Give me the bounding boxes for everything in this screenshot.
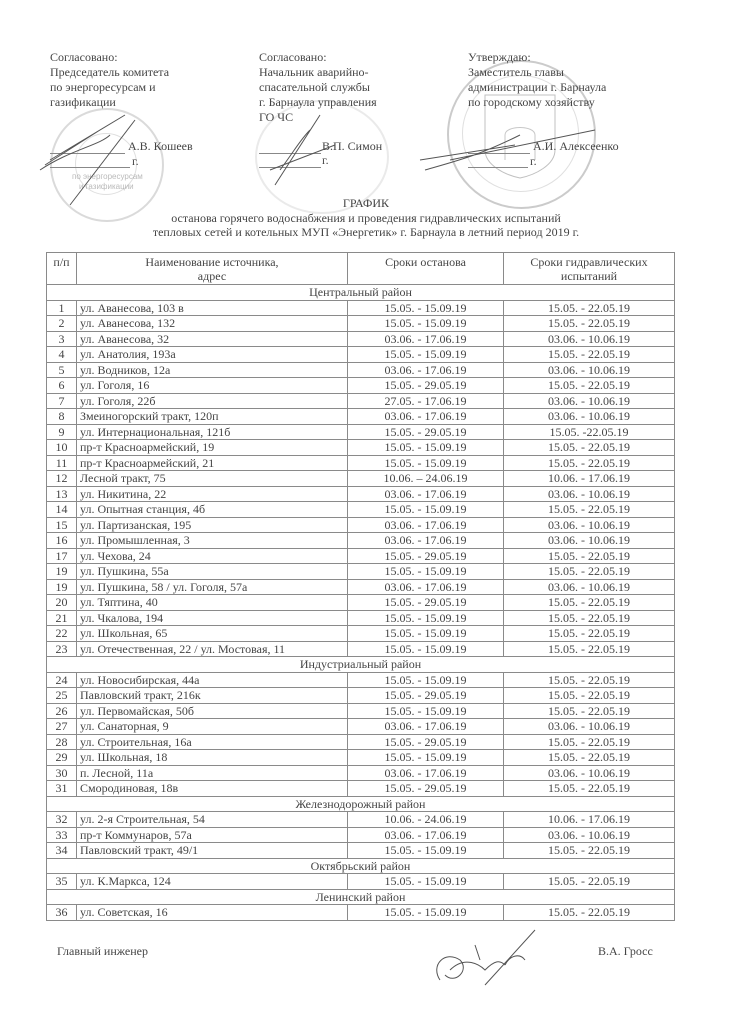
table-row	[47, 719, 675, 735]
approval-year: г.	[132, 154, 139, 168]
table-row	[47, 579, 675, 595]
row-test-period: 03.06. - 10.06.19	[504, 533, 675, 549]
approval-position: по городскому хозяйству	[468, 95, 595, 109]
row-number: 12	[47, 471, 77, 487]
row-test-period: 15.05. - 22.05.19	[504, 502, 675, 518]
approval-signer: А.В. Кошеев	[128, 139, 193, 153]
row-number: 15	[47, 517, 77, 533]
row-address: ул. Новосибирская, 44а	[77, 672, 348, 688]
row-shutdown-period: 15.05. - 29.05.19	[348, 688, 504, 704]
row-shutdown-period: 15.05. - 15.09.19	[348, 455, 504, 471]
table-row	[47, 672, 675, 688]
row-test-period: 15.05. - 22.05.19	[504, 626, 675, 642]
row-test-period: 15.05. - 22.05.19	[504, 316, 675, 332]
row-shutdown-period: 03.06. - 17.06.19	[348, 533, 504, 549]
table-row	[47, 393, 675, 409]
row-address: ул. Аванесова, 132	[77, 316, 348, 332]
row-shutdown-period: 03.06. - 17.06.19	[348, 579, 504, 595]
row-test-period: 15.05. - 22.05.19	[504, 378, 675, 394]
row-number: 29	[47, 750, 77, 766]
row-number: 26	[47, 703, 77, 719]
row-shutdown-period: 15.05. - 29.05.19	[348, 595, 504, 611]
row-shutdown-period: 03.06. - 17.06.19	[348, 765, 504, 781]
row-address: ул. Гоголя, 22б	[77, 393, 348, 409]
row-test-period: 03.06. - 10.06.19	[504, 331, 675, 347]
row-test-period: 15.05. - 22.05.19	[504, 905, 675, 921]
table-row	[47, 300, 675, 316]
row-test-period: 15.05. - 22.05.19	[504, 564, 675, 580]
row-address: ул. Тяптина, 40	[77, 595, 348, 611]
district-name: Центральный район	[47, 285, 675, 301]
row-address: ул. Аванесова, 103 в	[77, 300, 348, 316]
row-address: ул. Первомайская, 50б	[77, 703, 348, 719]
document-title: ГРАФИК	[342, 196, 390, 210]
row-number: 27	[47, 719, 77, 735]
row-shutdown-period: 15.05. - 15.09.19	[348, 750, 504, 766]
row-test-period: 15.05. - 22.05.19	[504, 750, 675, 766]
row-shutdown-period: 15.05. - 15.09.19	[348, 347, 504, 363]
schedule-table-body	[47, 285, 675, 921]
row-address: ул. Строительная, 16а	[77, 734, 348, 750]
table-row	[47, 781, 675, 797]
table-row	[47, 455, 675, 471]
row-test-period: 03.06. - 10.06.19	[504, 827, 675, 843]
row-shutdown-period: 15.05. - 15.09.19	[348, 843, 504, 859]
table-row	[47, 564, 675, 580]
row-address: ул. Никитина, 22	[77, 486, 348, 502]
table-row	[47, 874, 675, 890]
row-address: пр-т Красноармейский, 19	[77, 440, 348, 456]
row-number: 8	[47, 409, 77, 425]
district-row	[47, 889, 675, 905]
row-test-period: 10.06. - 17.06.19	[504, 471, 675, 487]
row-number: 14	[47, 502, 77, 518]
approval-heading: Согласовано:	[50, 50, 118, 64]
row-test-period: 15.05. - 22.05.19	[504, 688, 675, 704]
row-shutdown-period: 03.06. - 17.06.19	[348, 409, 504, 425]
row-test-period: 15.05. - 22.05.19	[504, 641, 675, 657]
table-row	[47, 843, 675, 859]
row-shutdown-period: 10.06. – 24.06.19	[348, 471, 504, 487]
approval-heading: Утверждаю:	[468, 50, 531, 64]
row-shutdown-period: 15.05. - 15.09.19	[348, 672, 504, 688]
row-shutdown-period: 15.05. - 15.09.19	[348, 874, 504, 890]
approval-signer: А.И. Алексеенко	[533, 139, 619, 153]
row-shutdown-period: 15.05. - 29.05.19	[348, 781, 504, 797]
row-number: 6	[47, 378, 77, 394]
row-address: ул. Интернациональная, 121б	[77, 424, 348, 440]
row-address: ул. К.Маркса, 124	[77, 874, 348, 890]
row-test-period: 15.05. - 22.05.19	[504, 610, 675, 626]
approval-heading: Согласовано:	[259, 50, 327, 64]
row-address: Змеиногорский тракт, 120п	[77, 409, 348, 425]
table-row	[47, 440, 675, 456]
row-shutdown-period: 03.06. - 17.06.19	[348, 362, 504, 378]
row-test-period: 03.06. - 10.06.19	[504, 765, 675, 781]
header-text: Сроки гидравлических	[530, 255, 648, 269]
row-number: 36	[47, 905, 77, 921]
table-row	[47, 734, 675, 750]
row-number: 13	[47, 486, 77, 502]
header-text: адрес	[197, 269, 227, 283]
row-test-period: 03.06. - 10.06.19	[504, 517, 675, 533]
table-row	[47, 378, 675, 394]
district-row	[47, 657, 675, 673]
row-test-period: 15.05. - 22.05.19	[504, 347, 675, 363]
row-test-period: 15.05. -22.05.19	[504, 424, 675, 440]
table-row	[47, 626, 675, 642]
table-row	[47, 362, 675, 378]
table-row	[47, 502, 675, 518]
row-address: пр-т Красноармейский, 21	[77, 455, 348, 471]
row-number: 22	[47, 626, 77, 642]
table-row	[47, 765, 675, 781]
district-name: Железнодорожный район	[47, 796, 675, 812]
district-name: Ленинский район	[47, 889, 675, 905]
row-address: п. Лесной, 11а	[77, 765, 348, 781]
table-row	[47, 424, 675, 440]
table-header-row	[47, 253, 675, 285]
schedule-table	[46, 252, 675, 921]
row-test-period: 15.05. - 22.05.19	[504, 595, 675, 611]
row-number: 2	[47, 316, 77, 332]
row-number: 24	[47, 672, 77, 688]
row-number: 21	[47, 610, 77, 626]
district-row	[47, 858, 675, 874]
row-address: ул. 2-я Строительная, 54	[77, 812, 348, 828]
approval-year: г.	[530, 154, 537, 168]
row-test-period: 03.06. - 10.06.19	[504, 393, 675, 409]
row-number: 3	[47, 331, 77, 347]
signature-emergency	[260, 110, 350, 190]
header-text: Наименование источника,	[145, 255, 279, 269]
row-address: ул. Школьная, 65	[77, 626, 348, 642]
row-number: 4	[47, 347, 77, 363]
row-test-period: 15.05. - 22.05.19	[504, 781, 675, 797]
row-address: ул. Аванесова, 32	[77, 331, 348, 347]
row-number: 9	[47, 424, 77, 440]
row-number: 35	[47, 874, 77, 890]
row-address: ул. Чкалова, 194	[77, 610, 348, 626]
stamp-text: по энергоресурсам	[72, 172, 143, 181]
approval-position: ГО ЧС	[259, 110, 294, 124]
row-number: 16	[47, 533, 77, 549]
footer-position: Главный инженер	[57, 944, 148, 958]
row-number: 28	[47, 734, 77, 750]
row-test-period: 15.05. - 22.05.19	[504, 455, 675, 471]
row-number: 11	[47, 455, 77, 471]
row-address: ул. Водников, 12а	[77, 362, 348, 378]
row-number: 20	[47, 595, 77, 611]
row-test-period: 03.06. - 10.06.19	[504, 486, 675, 502]
row-number: 1	[47, 300, 77, 316]
row-shutdown-period: 03.06. - 17.06.19	[348, 517, 504, 533]
approval-position: Начальник аварийно-	[259, 65, 369, 79]
header-shutdown-period: Сроки останова	[348, 253, 504, 285]
header-number: п/п	[47, 253, 77, 285]
stamp-text: и газификации	[79, 182, 134, 191]
row-shutdown-period: 15.05. - 15.09.19	[348, 300, 504, 316]
approval-position: Заместитель главы	[468, 65, 564, 79]
row-shutdown-period: 15.05. - 29.05.19	[348, 548, 504, 564]
row-test-period: 15.05. - 22.05.19	[504, 734, 675, 750]
row-shutdown-period: 15.05. - 29.05.19	[348, 734, 504, 750]
header-text: испытаний	[560, 269, 618, 283]
row-address: ул. Анатолия, 193а	[77, 347, 348, 363]
table-row	[47, 812, 675, 828]
row-shutdown-period: 15.05. - 15.09.19	[348, 905, 504, 921]
table-row	[47, 595, 675, 611]
row-address: Павловский тракт, 49/1	[77, 843, 348, 859]
table-row	[47, 517, 675, 533]
document-subtitle-line1: останова горячего водоснабжения и проведения гидравлических испытаний	[171, 211, 561, 225]
row-number: 5	[47, 362, 77, 378]
table-row	[47, 688, 675, 704]
approval-position: газификации	[50, 95, 116, 109]
row-address: ул. Опытная станция, 4б	[77, 502, 348, 518]
row-test-period: 15.05. - 22.05.19	[504, 874, 675, 890]
row-shutdown-period: 15.05. - 15.09.19	[348, 502, 504, 518]
row-number: 19	[47, 579, 77, 595]
document-subtitle-line2: тепловых сетей и котельных МУП «Энергетик» г. Барнаула в летний период 2019 г.	[152, 225, 580, 239]
row-test-period: 15.05. - 22.05.19	[504, 672, 675, 688]
row-shutdown-period: 15.05. - 29.05.19	[348, 424, 504, 440]
row-test-period: 10.06. - 17.06.19	[504, 812, 675, 828]
row-shutdown-period: 15.05. - 15.09.19	[348, 316, 504, 332]
signature-committee	[40, 110, 180, 210]
row-number: 33	[47, 827, 77, 843]
row-shutdown-period: 27.05. - 17.06.19	[348, 393, 504, 409]
row-shutdown-period: 15.05. - 15.09.19	[348, 703, 504, 719]
district-row	[47, 796, 675, 812]
row-test-period: 03.06. - 10.06.19	[504, 362, 675, 378]
table-row	[47, 409, 675, 425]
signature-chief-engineer	[425, 925, 545, 995]
approval-position: администрации г. Барнаула	[468, 80, 607, 94]
row-address: ул. Гоголя, 16	[77, 378, 348, 394]
table-row	[47, 316, 675, 332]
row-address: ул. Партизанская, 195	[77, 517, 348, 533]
row-number: 30	[47, 765, 77, 781]
row-test-period: 15.05. - 22.05.19	[504, 548, 675, 564]
table-row	[47, 905, 675, 921]
table-row	[47, 610, 675, 626]
table-row	[47, 750, 675, 766]
row-address: Лесной тракт, 75	[77, 471, 348, 487]
row-address: ул. Санаторная, 9	[77, 719, 348, 735]
header-test-period	[504, 253, 675, 285]
approval-year: г.	[322, 153, 329, 167]
row-number: 34	[47, 843, 77, 859]
approval-signer: В.П. Симон	[322, 139, 383, 153]
row-shutdown-period: 15.05. - 15.09.19	[348, 626, 504, 642]
table-row	[47, 471, 675, 487]
district-row	[47, 285, 675, 301]
header-source-address	[77, 253, 348, 285]
row-number: 17	[47, 548, 77, 564]
row-shutdown-period: 15.05. - 29.05.19	[348, 378, 504, 394]
approval-position: г. Барнаула управления	[259, 95, 377, 109]
row-address: ул. Отечественная, 22 / ул. Мостовая, 11	[77, 641, 348, 657]
row-shutdown-period: 15.05. - 15.09.19	[348, 564, 504, 580]
row-shutdown-period: 03.06. - 17.06.19	[348, 486, 504, 502]
row-address: Павловский тракт, 216к	[77, 688, 348, 704]
approval-position: спасательной службы	[259, 80, 370, 94]
row-test-period: 03.06. - 10.06.19	[504, 579, 675, 595]
row-address: ул. Школьная, 18	[77, 750, 348, 766]
row-test-period: 03.06. - 10.06.19	[504, 719, 675, 735]
row-number: 10	[47, 440, 77, 456]
row-shutdown-period: 15.05. - 15.09.19	[348, 641, 504, 657]
row-address: ул. Пушкина, 55а	[77, 564, 348, 580]
row-shutdown-period: 15.05. - 15.09.19	[348, 610, 504, 626]
row-number: 31	[47, 781, 77, 797]
table-row	[47, 331, 675, 347]
row-number: 23	[47, 641, 77, 657]
row-number: 32	[47, 812, 77, 828]
approval-position: Председатель комитета	[50, 65, 170, 79]
district-name: Индустриальный район	[47, 657, 675, 673]
row-shutdown-period: 03.06. - 17.06.19	[348, 719, 504, 735]
row-address: ул. Промышленная, 3	[77, 533, 348, 549]
table-row	[47, 703, 675, 719]
row-number: 19	[47, 564, 77, 580]
footer-signer: В.А. Гросс	[598, 944, 653, 958]
row-address: ул. Советская, 16	[77, 905, 348, 921]
table-row	[47, 533, 675, 549]
signature-administration	[420, 115, 600, 175]
row-number: 7	[47, 393, 77, 409]
row-test-period: 15.05. - 22.05.19	[504, 440, 675, 456]
table-row	[47, 827, 675, 843]
table-row	[47, 486, 675, 502]
row-address: Смородиновая, 18в	[77, 781, 348, 797]
row-address: ул. Чехова, 24	[77, 548, 348, 564]
row-address: ул. Пушкина, 58 / ул. Гоголя, 57а	[77, 579, 348, 595]
row-shutdown-period: 03.06. - 17.06.19	[348, 331, 504, 347]
row-shutdown-period: 10.06. - 24.06.19	[348, 812, 504, 828]
table-row	[47, 347, 675, 363]
table-row	[47, 548, 675, 564]
approval-position: по энергоресурсам и	[50, 80, 156, 94]
row-test-period: 03.06. - 10.06.19	[504, 409, 675, 425]
row-shutdown-period: 03.06. - 17.06.19	[348, 827, 504, 843]
row-test-period: 15.05. - 22.05.19	[504, 703, 675, 719]
row-shutdown-period: 15.05. - 15.09.19	[348, 440, 504, 456]
district-name: Октябрьский район	[47, 858, 675, 874]
row-number: 25	[47, 688, 77, 704]
row-test-period: 15.05. - 22.05.19	[504, 300, 675, 316]
row-test-period: 15.05. - 22.05.19	[504, 843, 675, 859]
table-row	[47, 641, 675, 657]
row-address: пр-т Коммунаров, 57а	[77, 827, 348, 843]
